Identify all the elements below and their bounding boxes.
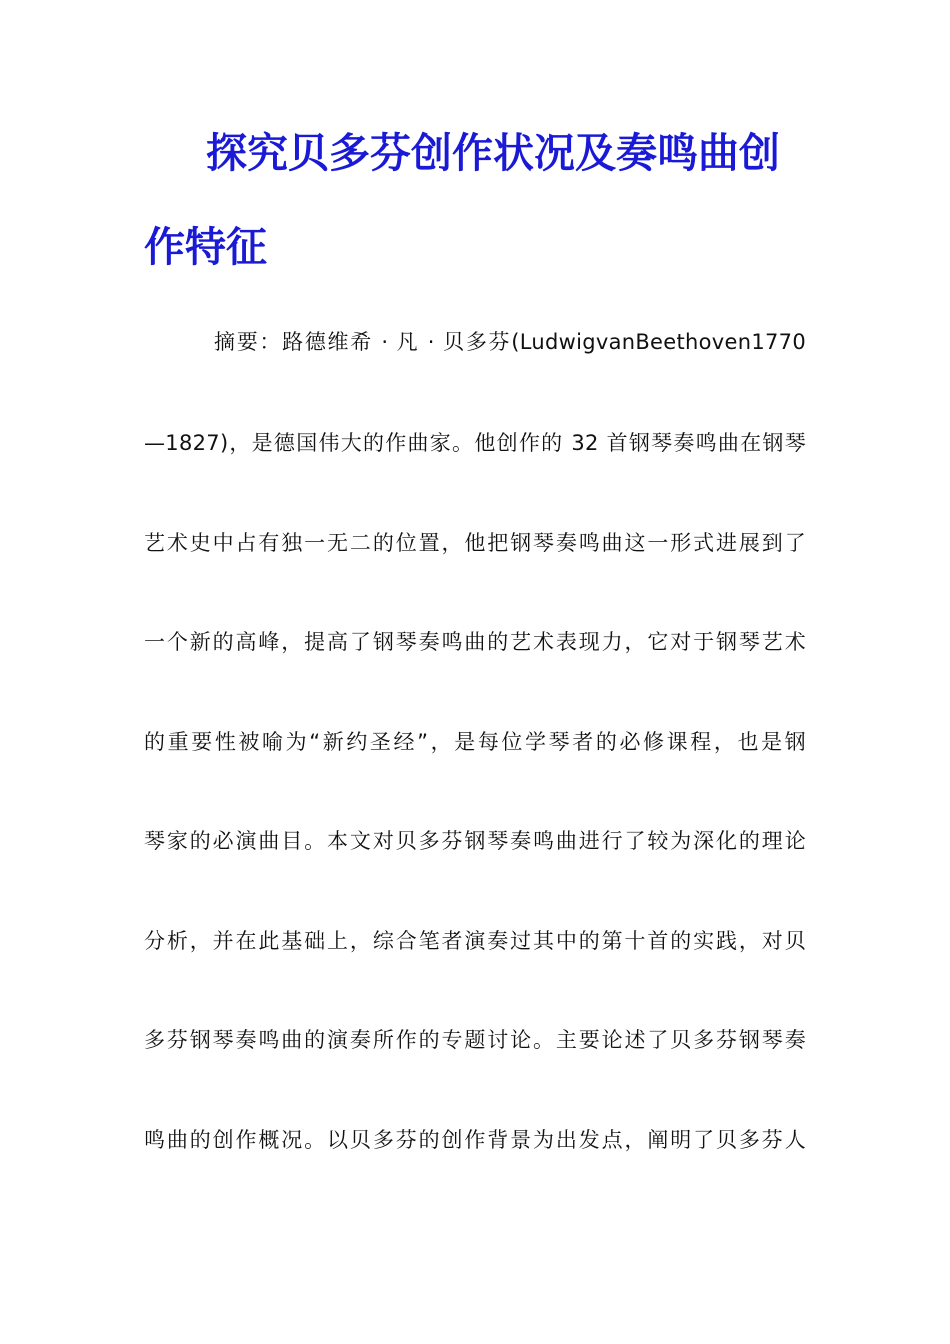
paragraph-line-7: 分析，并在此基础上，综合笔者演奏过其中的第十首的实践，对贝 xyxy=(144,929,806,953)
paragraph-line-2: —1827)，是德国伟大的作曲家。他创作的 32 首钢琴奏鸣曲在钢琴 xyxy=(144,431,806,455)
paragraph-line-6: 琴家的必演曲目。本文对贝多芬钢琴奏鸣曲进行了较为深化的理论 xyxy=(144,829,806,853)
title-line-2: 作特征 xyxy=(144,223,267,271)
title-line-1: 探究贝多芬创作状况及奏鸣曲创 xyxy=(206,129,780,177)
paragraph-line-4: 一个新的高峰，提高了钢琴奏鸣曲的艺术表现力，它对于钢琴艺术 xyxy=(144,630,806,654)
paragraph-line-8: 多芬钢琴奏鸣曲的演奏所作的专题讨论。主要论述了贝多芬钢琴奏 xyxy=(144,1028,806,1052)
paragraph-line-9: 鸣曲的创作概况。以贝多芬的创作背景为出发点，阐明了贝多芬人 xyxy=(144,1128,806,1152)
paragraph-line-1: 摘要：路德维希 · 凡 · 贝多芬(LudwigvanBeethoven1770 xyxy=(214,330,806,354)
paragraph-line-3: 艺术史中占有独一无二的位置，他把钢琴奏鸣曲这一形式进展到了 xyxy=(144,531,806,555)
paragraph-line-5: 的重要性被喻为“新约圣经”，是每位学琴者的必修课程，也是钢 xyxy=(144,730,806,754)
